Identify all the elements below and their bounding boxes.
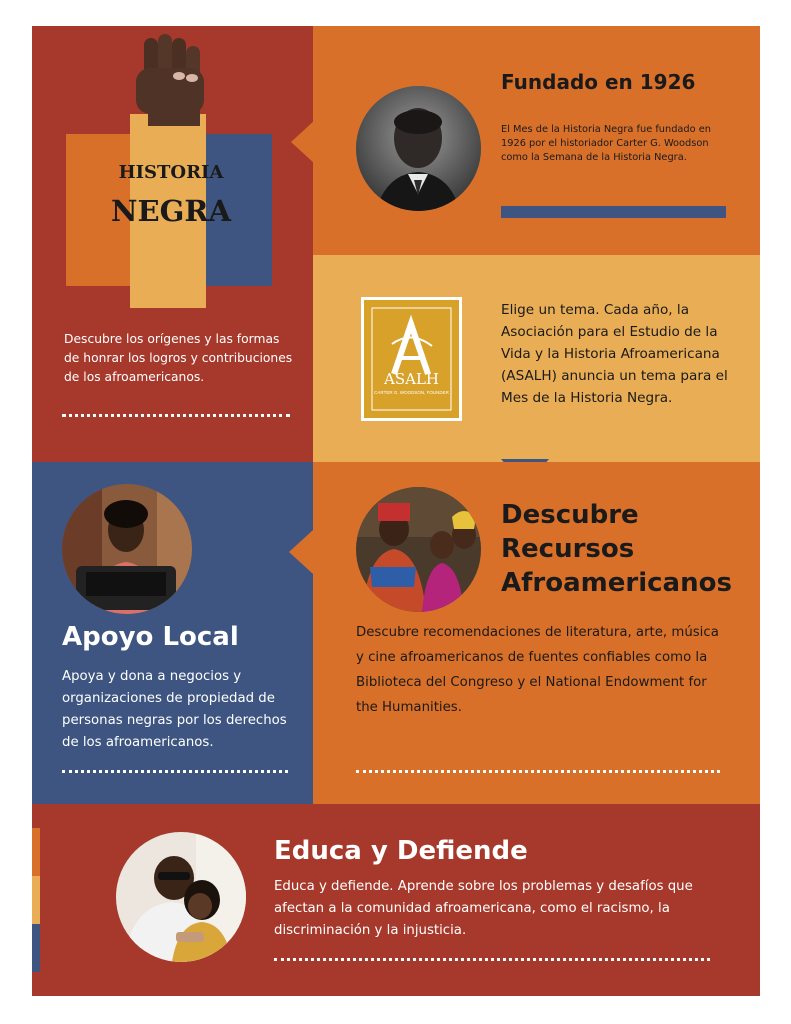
- asalh-logo-text: ASALH: [384, 370, 439, 388]
- side-stripe-tan: [32, 876, 40, 924]
- accent-bar: [501, 206, 726, 218]
- founded-title: Fundado en 1926: [501, 70, 696, 94]
- resources-text: Descubre recomendaciones de literatura, arte, música y cine afroamericanos de fuentes confiables como la Biblioteca del Congreso y el National Endowment for the Humanities.: [356, 625, 719, 715]
- divider: [356, 770, 720, 773]
- asalh-logo-subtext: CARTER G. WOODSON, FOUNDER: [374, 390, 449, 395]
- side-stripe-orange: [32, 828, 40, 876]
- business-owner-photo: [62, 484, 192, 614]
- divider: [62, 414, 290, 417]
- resources-title-line2: Recursos: [501, 534, 635, 564]
- support-title: Apoyo Local: [62, 622, 239, 652]
- pointer-arrow-left: [291, 120, 315, 164]
- title-negra: NEGRA: [111, 194, 231, 228]
- resources-panel: [313, 462, 760, 804]
- title-historia: HISTORIA: [118, 162, 224, 183]
- educate-title: Educa y Defiende: [274, 836, 528, 866]
- support-panel: [32, 462, 313, 804]
- resources-title-line3: Afroamericanos: [501, 568, 732, 598]
- family-photo: [356, 487, 481, 612]
- pointer-arrow-left: [289, 530, 313, 574]
- divider: [274, 958, 710, 961]
- intro-text: Descubre los orígenes y las formas de honrar los logros y contribuciones de los afroamericanos.: [64, 332, 293, 384]
- educate-text: Educa y defiende. Aprende sobre los problemas y desafíos que afectan a la comunidad afroamericana, como el racismo, la discriminación y la injusticia.: [274, 879, 693, 938]
- woodson-portrait: [356, 86, 481, 211]
- raised-fist-icon: [126, 34, 212, 126]
- side-stripe-navy: [32, 924, 40, 972]
- founded-text: El Mes de la Historia Negra fue fundado en 1926 por el historiador Carter G. Woodson como la Semana de la Historia Negra.: [501, 124, 711, 163]
- educate-panel: [32, 804, 760, 996]
- father-child-photo: [116, 832, 246, 962]
- divider: [62, 770, 288, 773]
- theme-panel: [313, 255, 760, 462]
- support-text: Apoya y dona a negocios y organizaciones de propiedad de personas negras por los derechos de los afroamericanos.: [62, 669, 287, 750]
- intro-panel: [32, 26, 313, 462]
- theme-text: Elige un tema. Cada año, la Asociación para el Estudio de la Vida y la Historia Afroamericana (ASALH) anuncia un tema para el Mes de la Historia Negra.: [501, 302, 728, 406]
- founded-panel: [313, 26, 760, 255]
- asalh-logo: [361, 297, 462, 421]
- resources-title-line1: Descubre: [501, 500, 639, 530]
